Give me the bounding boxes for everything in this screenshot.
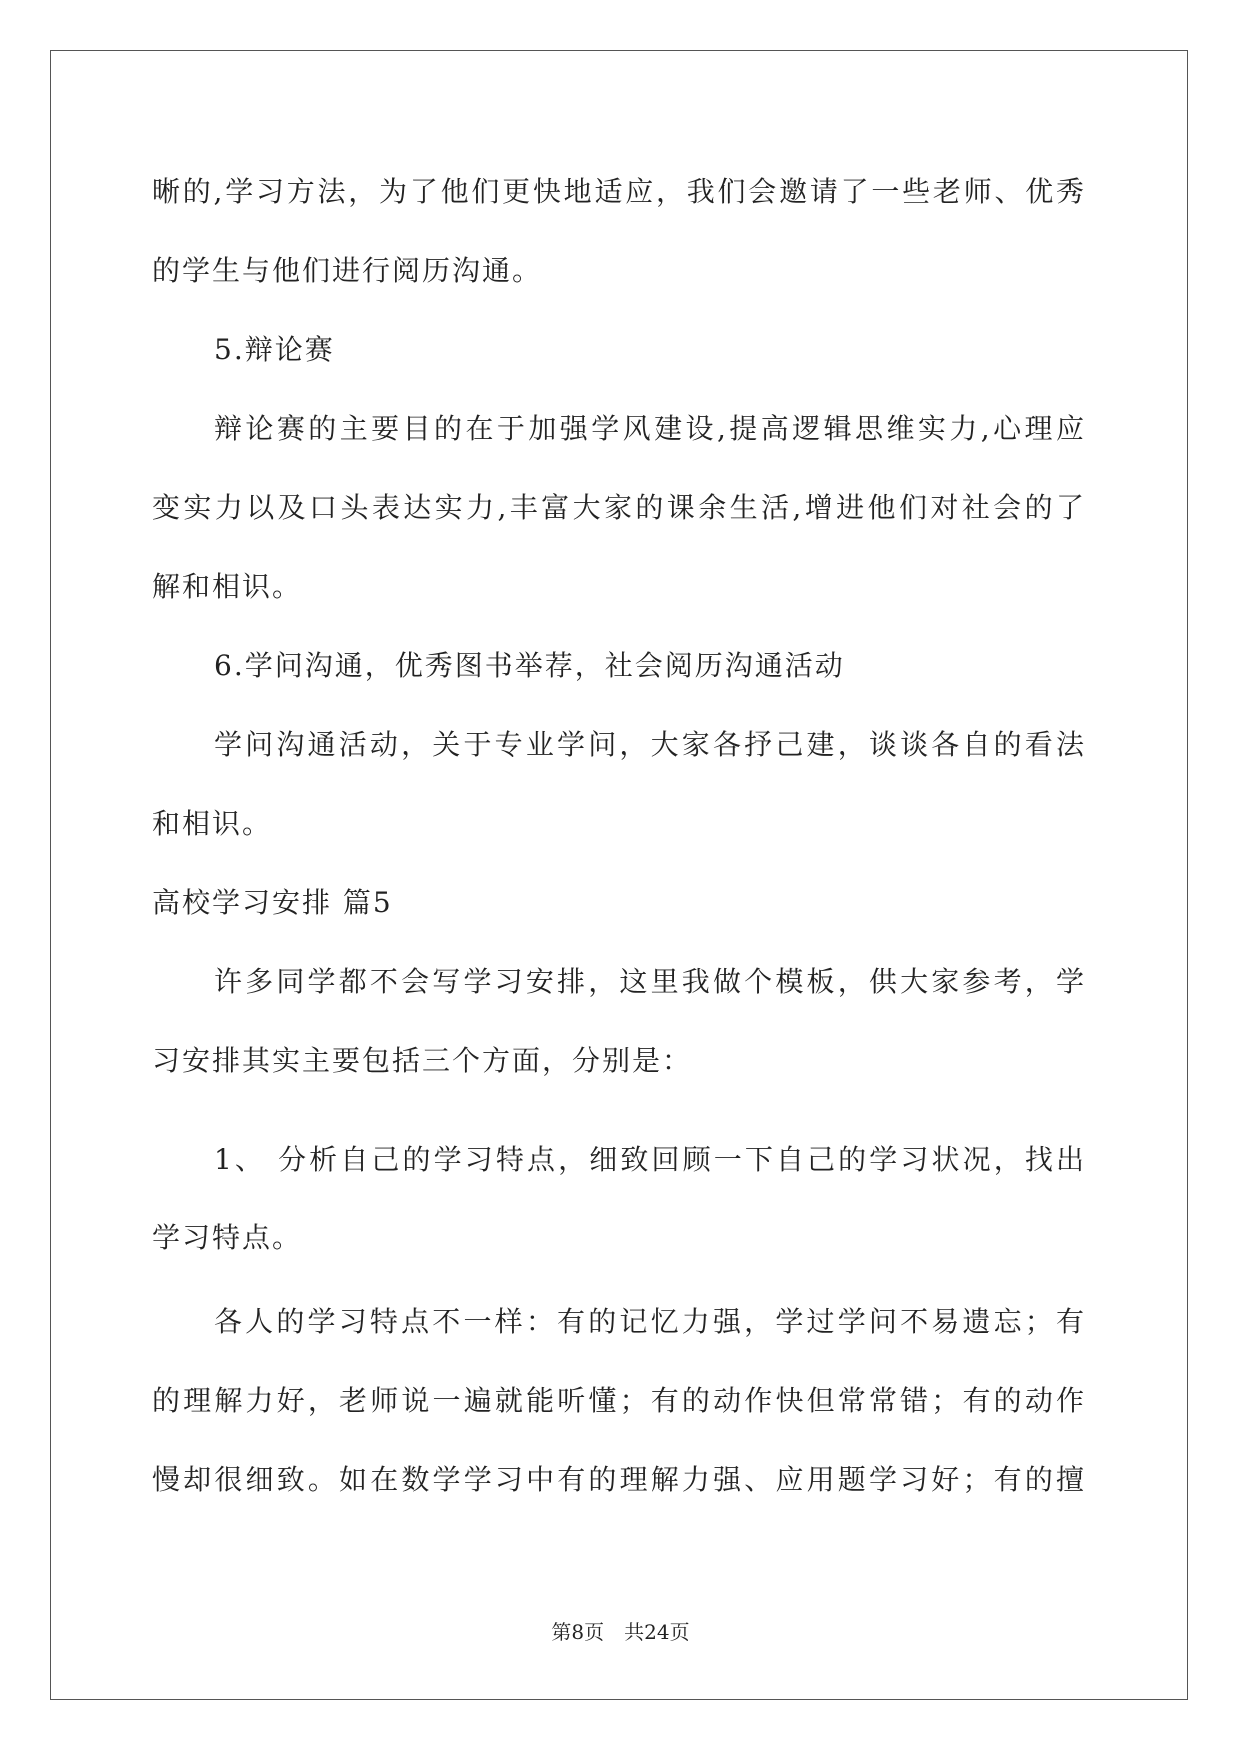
paragraph-line: 辩论赛的主要目的在于加强学风建设,提高逻辑思维实力,心理应 [214, 412, 1084, 445]
page-number-footer: 第8页 共24页 [551, 1620, 690, 1644]
list-item-line: 1、 分析自己的学习特点，细致回顾一下自己的学习状况，找出 [214, 1143, 1084, 1176]
paragraph-line: 变实力以及口头表达实力,丰富大家的课余生活,增进他们对社会的了 [152, 491, 1084, 524]
paragraph-line: 的理解力好，老师说一遍就能听懂；有的动作快但常常错；有的动作 [152, 1384, 1084, 1417]
paragraph-line: 许多同学都不会写学习安排，这里我做个模板，供大家参考，学 [214, 965, 1084, 998]
paragraph-line: 学习特点。 [152, 1221, 303, 1254]
section-heading: 5.辩论赛 [214, 333, 335, 366]
paragraph-line: 习安排其实主要包括三个方面，分别是： [152, 1044, 693, 1077]
paragraph-line: 慢却很细致。如在数学学习中有的理解力强、应用题学习好；有的擅 [152, 1463, 1084, 1496]
paragraph-line: 解和相识。 [152, 570, 303, 603]
chapter-title: 高校学习安排 篇5 [152, 886, 393, 919]
section-heading: 6.学问沟通，优秀图书举荐，社会阅历沟通活动 [214, 649, 845, 682]
paragraph-line: 各人的学习特点不一样：有的记忆力强，学过学问不易遗忘；有 [214, 1305, 1084, 1338]
paragraph-line: 和相识。 [152, 807, 273, 840]
paragraph-line: 晰的,学习方法，为了他们更快地适应，我们会邀请了一些老师、优秀 [152, 175, 1084, 208]
paragraph-line: 的学生与他们进行阅历沟通。 [152, 254, 543, 287]
paragraph-line: 学问沟通活动，关于专业学问，大家各抒己建，谈谈各自的看法 [214, 728, 1084, 761]
page-border [50, 50, 1188, 1700]
